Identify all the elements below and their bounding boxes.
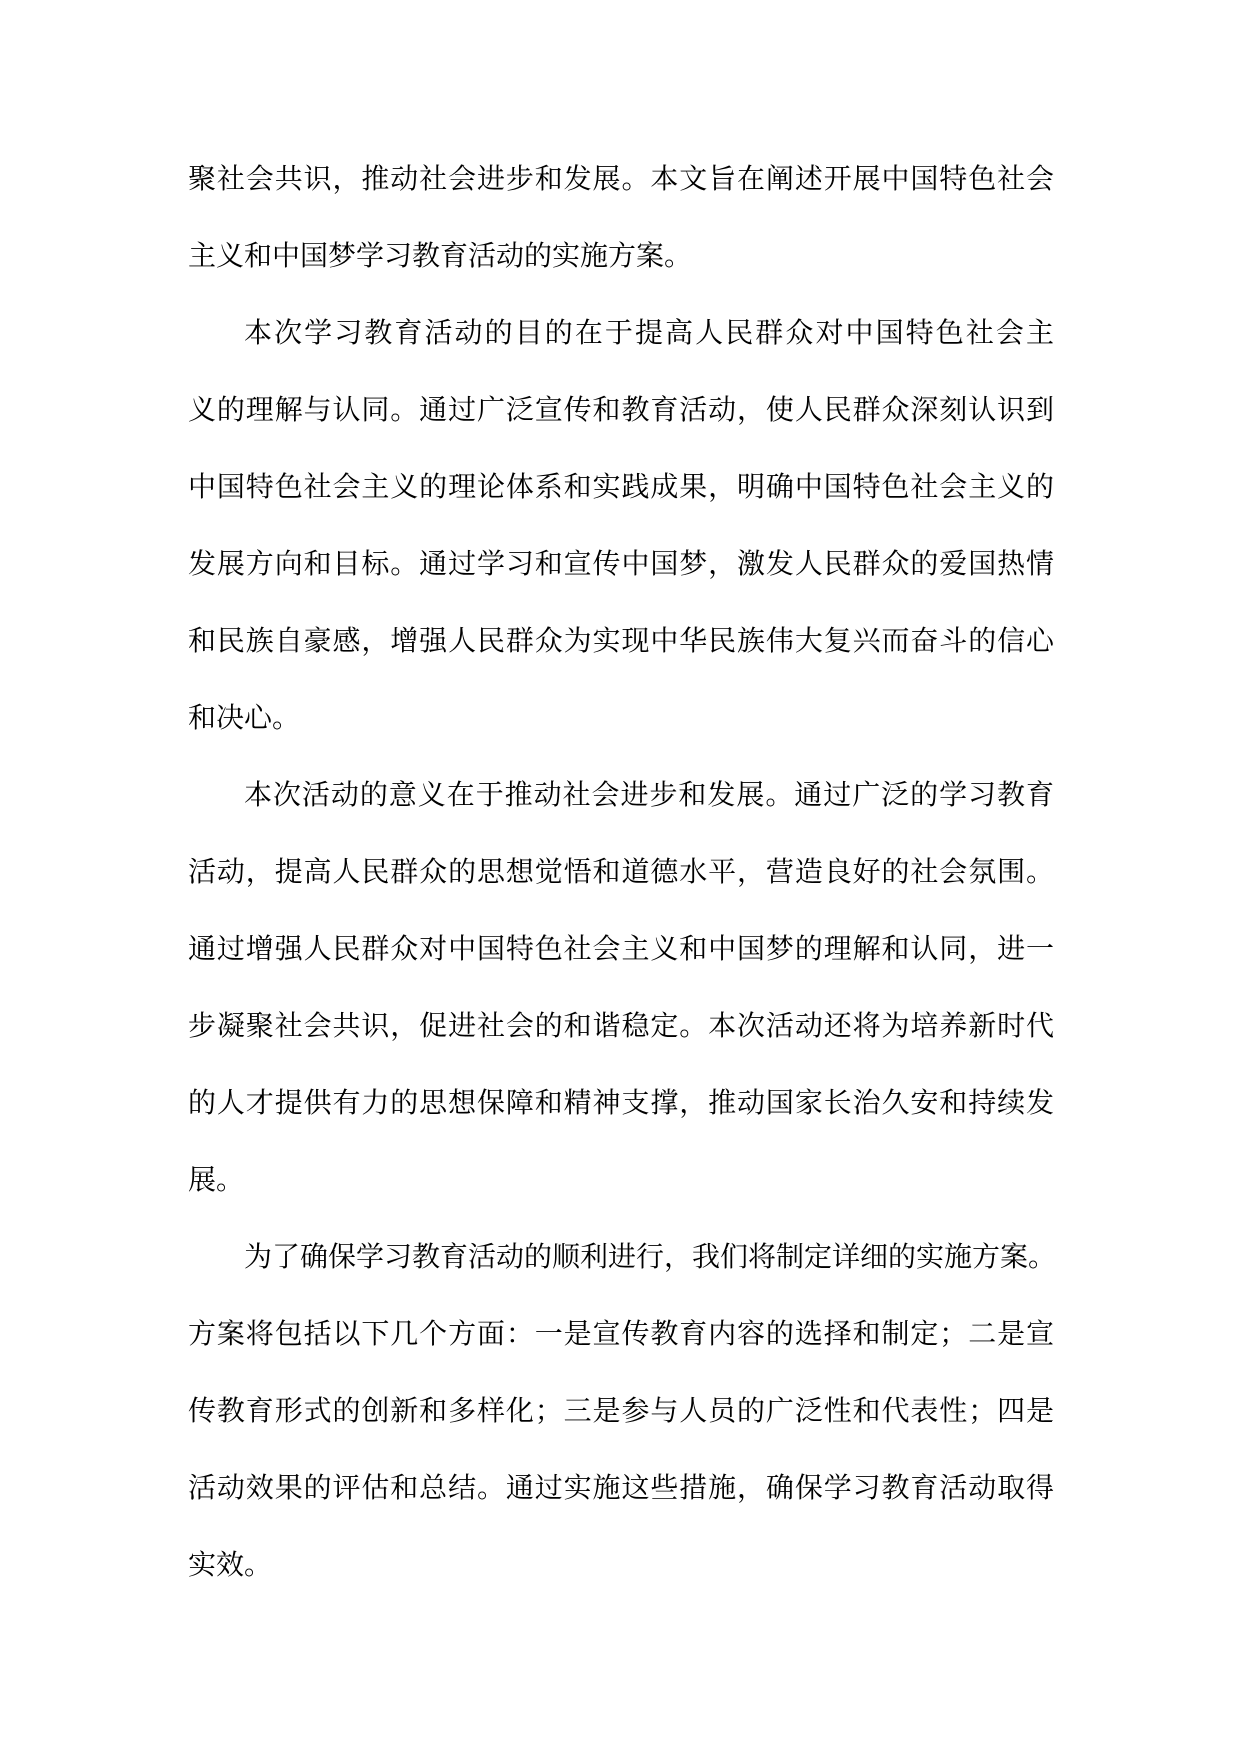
document-body — [188, 140, 1057, 1603]
paragraph-line: 和民族自豪感，增强人民群众为实现中华民族伟大复兴而奋斗的信心 — [188, 624, 1054, 657]
paragraph-line: 传教育形式的创新和多样化；三是参与人员的广泛性和代表性；四是 — [188, 1394, 1054, 1427]
paragraph-line: 本次活动的意义在于推动社会进步和发展。通过广泛的学习教育 — [244, 778, 1054, 811]
paragraph-line: 展。 — [188, 1163, 245, 1196]
paragraph-line: 步凝聚社会共识，促进社会的和谐稳定。本次活动还将为培养新时代 — [188, 1009, 1054, 1042]
paragraph-line: 活动效果的评估和总结。通过实施这些措施，确保学习教育活动取得 — [188, 1471, 1054, 1504]
paragraph-3 — [188, 756, 1054, 1218]
paragraph-line: 通过增强人民群众对中国特色社会主义和中国梦的理解和认同，进一 — [188, 932, 1054, 965]
paragraph-line: 聚社会共识，推动社会进步和发展。本文旨在阐述开展中国特色社会 — [188, 162, 1054, 195]
paragraph-line: 方案将包括以下几个方面：一是宣传教育内容的选择和制定；二是宣 — [188, 1317, 1054, 1350]
paragraph-2 — [188, 294, 1054, 756]
paragraph-line: 本次学习教育活动的目的在于提高人民群众对中国特色社会主 — [244, 316, 1054, 349]
paragraph-line: 发展方向和目标。通过学习和宣传中国梦，激发人民群众的爱国热情 — [188, 547, 1054, 580]
paragraph-line: 实效。 — [188, 1548, 273, 1581]
paragraph-line: 中国特色社会主义的理论体系和实践成果，明确中国特色社会主义的 — [188, 470, 1054, 503]
paragraph-line: 主义和中国梦学习教育活动的实施方案。 — [188, 239, 693, 272]
paragraph-line: 的人才提供有力的思想保障和精神支撑，推动国家长治久安和持续发 — [188, 1086, 1054, 1119]
paragraph-4 — [188, 1218, 1057, 1603]
paragraph-1 — [188, 140, 1054, 294]
paragraph-line: 义的理解与认同。通过广泛宣传和教育活动，使人民群众深刻认识到 — [188, 393, 1054, 426]
paragraph-line: 和决心。 — [188, 701, 301, 734]
paragraph-line: 活动，提高人民群众的思想觉悟和道德水平，营造良好的社会氛围。 — [188, 855, 1054, 888]
paragraph-line: 为了确保学习教育活动的顺利进行，我们将制定详细的实施方案。 — [244, 1240, 1057, 1273]
